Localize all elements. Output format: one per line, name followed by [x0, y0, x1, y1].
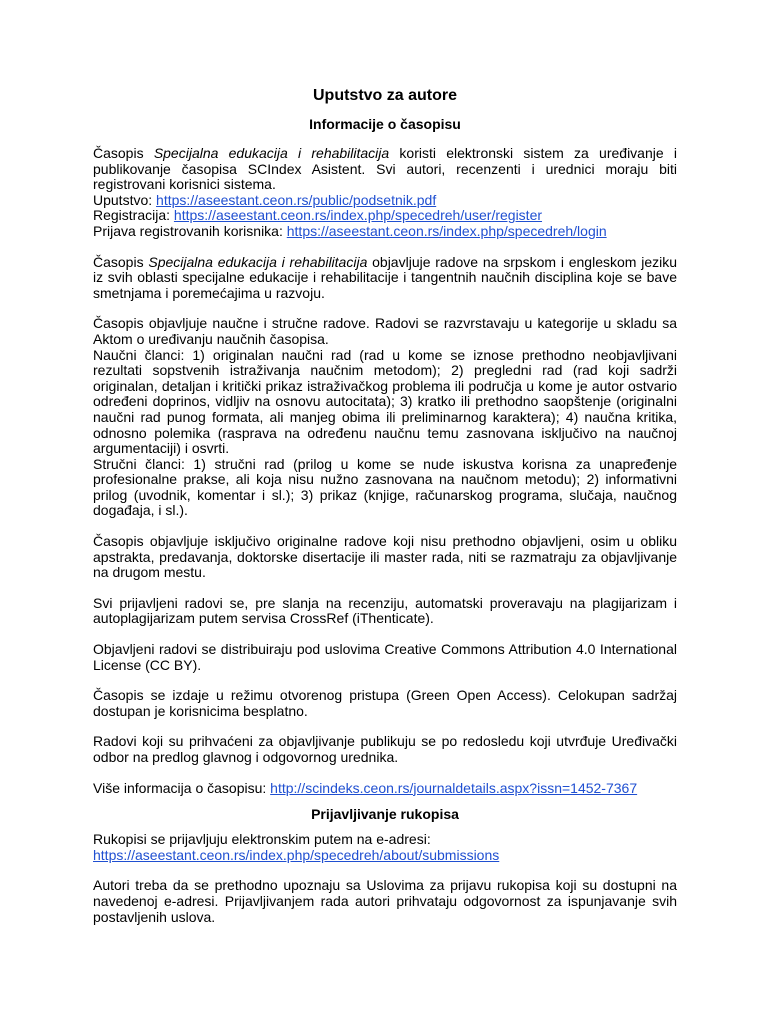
more-info-link[interactable]: http://scindeks.ceon.rs/journaldetails.aspx?issn=1452-7367 — [270, 779, 638, 796]
prijava-label: Prijava registrovanih korisnika: — [93, 222, 287, 239]
originality-paragraph: Časopis objavljuje isključivo originalne radove koji nisu prethodno objavljeni, osim u obliku apstrakta, predavanja, doktorske disertacije ili master rada, niti se razmatraju za objavljivanje na drugom mestu. — [93, 533, 677, 581]
journal-name: Specijalna edukacija i rehabilitacija — [153, 145, 390, 161]
categories-paragraph — [93, 316, 677, 519]
submission-text: Rukopisi se prijavljuju elektronskim putem na e-adresi: — [93, 831, 431, 848]
scope-pre: Časopis — [93, 253, 149, 270]
license-paragraph: Objavljeni radovi se distribuiraju pod uslovima Creative Commons Attribution 4.0 International License (CC BY). — [93, 641, 677, 673]
registracija-line — [93, 208, 677, 224]
open-access-paragraph: Časopis se izdaje u režimu otvorenog pristupa (Green Open Access). Celokupan sadržaj dostupan je korisnicima besplatno. — [93, 687, 677, 719]
page-title: Uputstvo za autore — [312, 87, 457, 104]
uputstvo-link[interactable]: https://aseestant.ceon.rs/public/podsetnik.pdf — [156, 191, 437, 208]
registracija-label: Registracija: — [93, 207, 174, 224]
uputstvo-label: Uputstvo: — [93, 191, 157, 208]
submission-paragraph — [93, 832, 677, 863]
prijava-link[interactable]: https://aseestant.ceon.rs/index.php/specedreh/login — [286, 222, 607, 239]
conditions-paragraph: Autori treba da se prethodno upoznaju sa Uslovima za prijavu rukopisa koji su dostupni na navedenoj e-adresi. Prijavljivanjem rada autori prihvataju odgovornost za ispunjavanje svih postavljenih uslova. — [93, 877, 677, 925]
scope-journal-name: Specijalna edukacija i rehabilitacija — [148, 253, 368, 270]
categories-professional: Stručni članci: 1) stručni rad (prilog u kome se nude iskustva korisna za unapređenje profesionalne prakse, ali koja nisu nužno zasnovana na naučnom metodu); 2) informativni prilog (uvodnik, komentar i sl.); 3) prikaz (knjige, računarskog programa, slučaja, naučnog događaja, i sl.). — [93, 455, 677, 519]
registracija-link[interactable]: https://aseestant.ceon.rs/index.php/specedreh/user/register — [173, 207, 543, 224]
intro-post: koristi elektronski sistem za uređivanje i publikovanje časopisa SCIndex Asistent. Svi autori, recenzenti i urednici moraju biti registrovani korisnici sistema. — [93, 145, 677, 193]
section-heading-info: Informacije o časopisu — [309, 116, 461, 132]
submission-link[interactable]: https://aseestant.ceon.rs/index.php/specedreh/about/submissions — [93, 846, 500, 863]
section-heading-submission: Prijavljivanje rukopisa — [311, 806, 459, 823]
scope-paragraph — [93, 255, 677, 302]
more-info-paragraph — [93, 781, 677, 797]
prijava-line — [93, 224, 677, 240]
intro-paragraph — [93, 146, 677, 240]
scope-post: objavljuje radove na srpskom i engleskom jeziku iz svih oblasti specijalne edukacije i rehabilitacije i tangentnih naučnih disciplina koje se bave smetnjama i poremećajima u razvoju. — [93, 253, 678, 301]
uputstvo-line — [93, 193, 677, 209]
intro-pre: Časopis — [93, 145, 154, 161]
order-paragraph: Radovi koji su prihvaćeni za objavljivanje publikuju se po redosledu koji utvrđuje Uređivački odbor na predlog glavnog i odgovornog urednika. — [93, 733, 677, 765]
categories-intro: Časopis objavljuje naučne i stručne radove. Radovi se razvrstavaju u kategorije u skladu sa Aktom o uređivanju naučnih časopisa. — [93, 315, 677, 347]
categories-scientific: Naučni članci: 1) originalan naučni rad (rad u kome se iznose prethodno neobjavljivani rezultati sopstvenih istraživanja naučnim metodom); 2) pregledni rad (rad koji sadrži originalan, detaljan i kritički prikaz istraživačkog problema ili područja u kome je autor ostvario određeni doprinos, vidljiv na osnovu autocitata); 3) kratko ili prethodno saopštenje (originalni naučni rad punog formata, ali manjeg obima ili preliminarnog karaktera); 4) naučna kritika, odnosno polemika (rasprava na određenu naučnu temu zasnovana isključivo na naučnoj argumentaciji) i osvrti. — [93, 346, 677, 457]
plagiarism-paragraph: Svi prijavljeni radovi se, pre slanja na recenziju, automatski proveravaju na plagijarizam i autoplagijarizam putem servisa CrossRef (iThenticate). — [93, 594, 677, 627]
more-info-label: Više informacija o časopisu: — [93, 779, 271, 796]
